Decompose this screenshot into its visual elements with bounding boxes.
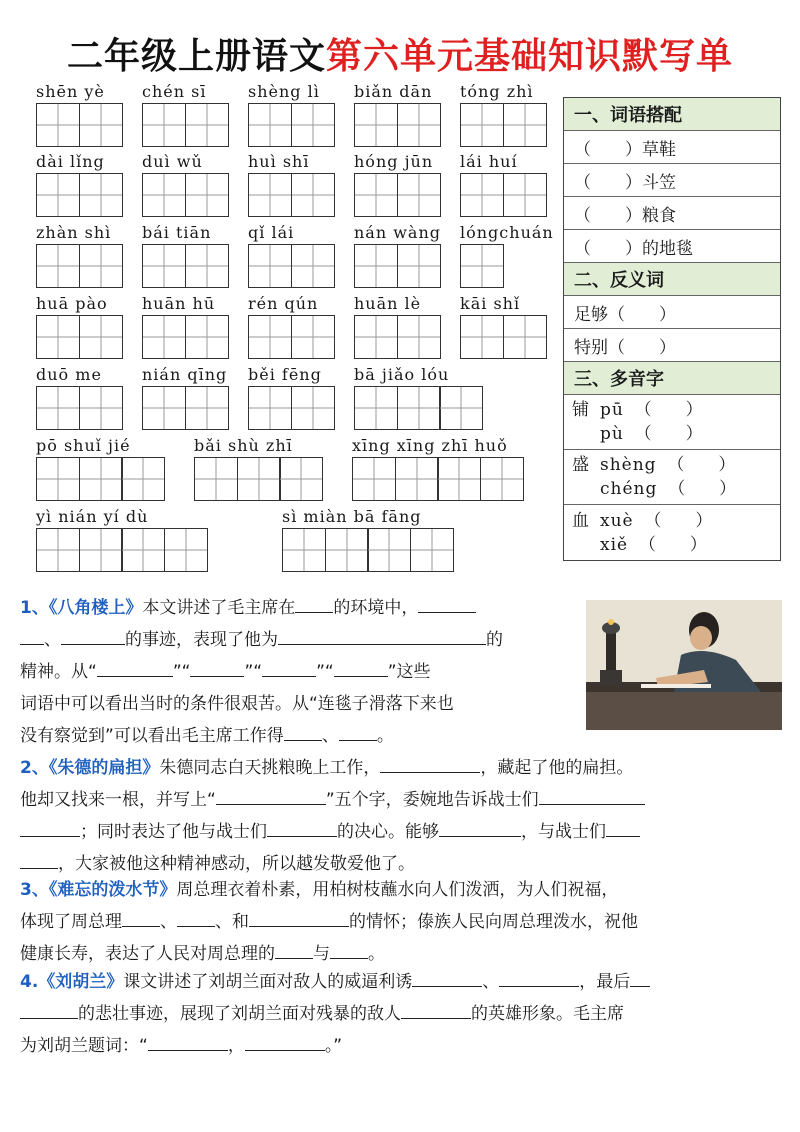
- answer-blank: [20, 818, 80, 837]
- question-number: 3、: [20, 880, 49, 900]
- writing-cell[interactable]: [142, 103, 186, 147]
- lesson-illustration: [586, 600, 782, 730]
- writing-cell[interactable]: [291, 103, 335, 147]
- collocation-item: （ ）的地毯: [564, 230, 780, 263]
- reading: pū: [600, 400, 624, 420]
- q2-text: ，大家被他这种精神感动，所以越发敬爱他了。: [58, 854, 415, 874]
- q4-text: 。”: [324, 1036, 343, 1056]
- answer-blank: [20, 850, 58, 869]
- answer-blank: [190, 658, 244, 677]
- writing-cell[interactable]: [248, 386, 292, 430]
- writing-cell[interactable]: [36, 315, 80, 359]
- answer-blank: （ ）: [667, 455, 736, 475]
- q4-text: ，最后: [579, 972, 631, 992]
- section-heading: 一、词语搭配: [564, 98, 780, 131]
- writing-cell[interactable]: [185, 386, 229, 430]
- q4-text: ，: [227, 1036, 245, 1056]
- writing-cell[interactable]: [142, 173, 186, 217]
- writing-cell[interactable]: [185, 315, 229, 359]
- writing-cell[interactable]: [354, 315, 398, 359]
- writing-cell[interactable]: [282, 528, 326, 572]
- q3-text: 体现了周总理: [20, 912, 122, 932]
- q1-text: 的事迹，表现了他为: [125, 630, 278, 650]
- pinyin-row: pō shuǐ jié bǎi shù zhī xīng xīng zhī huǒ: [36, 436, 556, 498]
- question-number: 1、: [20, 598, 49, 618]
- reading: shèng: [600, 455, 657, 475]
- writing-cell[interactable]: [142, 244, 186, 288]
- lesson-title: 《朱德的扁担》: [48, 758, 160, 778]
- writing-cell[interactable]: [79, 528, 123, 572]
- q4-text: 为刘胡兰题词：“: [20, 1036, 148, 1056]
- q3-text: 的情怀；傣族人民向周总理泼水，祝他: [349, 912, 638, 932]
- writing-cell[interactable]: [248, 244, 292, 288]
- polyphone-item: [564, 395, 780, 450]
- answer-blank: [267, 818, 337, 837]
- writing-cell[interactable]: [354, 386, 398, 430]
- writing-cell[interactable]: [291, 244, 335, 288]
- answer-blank: [284, 722, 322, 741]
- q1-text: 。: [376, 726, 394, 746]
- q1-text: 词语中可以看出当时的条件很艰苦。从: [20, 694, 309, 714]
- answer-blank: [295, 594, 333, 613]
- writing-cell[interactable]: [460, 173, 504, 217]
- pinyin-row: huā pào huān hū rén qún huān lè kāi shǐ: [36, 294, 556, 356]
- answer-blank: （ ）: [668, 479, 737, 499]
- answer-blank: （ ）: [644, 510, 713, 531]
- question-number: 2、: [20, 758, 49, 778]
- writing-cell[interactable]: [439, 386, 483, 430]
- answer-blank: [275, 940, 313, 959]
- question-1: 1、《八角楼上》本文讲述了毛主席在 的环境中， 、 的事迹，表现了他为 的 精神。从“ ”“ ”“ ”“ ”这些 词语中可以看出当时的条件很艰苦。从“连毯子滑落下来也 没有察觉到”可以看出毛主席工作得 、 。: [20, 592, 503, 752]
- writing-cell[interactable]: [36, 386, 80, 430]
- pinyin-row: duō me nián qīng běi fēng bā jiǎo lóu: [36, 365, 556, 427]
- answer-blank: [97, 658, 173, 677]
- q1-text: 、: [321, 726, 339, 746]
- q1-text: 没有察觉到”: [20, 726, 114, 746]
- question-number: 4.: [20, 972, 39, 992]
- writing-cell[interactable]: [291, 315, 335, 359]
- illustration-art: [586, 600, 782, 730]
- q2-text: 的决心。能够: [337, 822, 439, 842]
- writing-cell[interactable]: [79, 315, 123, 359]
- answer-blank: [278, 626, 486, 645]
- writing-cell[interactable]: [36, 528, 80, 572]
- writing-cell[interactable]: [79, 244, 123, 288]
- antonym-item: 特别（ ）: [564, 329, 780, 362]
- q2-text: 朱德同志白天挑粮晚上工作，: [159, 758, 381, 778]
- answer-blank: [418, 594, 476, 613]
- writing-cell[interactable]: [248, 173, 292, 217]
- pinyin-row: shēn yè chén sī shèng lì biǎn dān tóng zhì: [36, 82, 556, 144]
- writing-cell[interactable]: [460, 315, 504, 359]
- writing-cell[interactable]: [503, 315, 547, 359]
- writing-cell[interactable]: [460, 244, 504, 288]
- q2-text: 他却又找来一根，并写上: [20, 790, 207, 810]
- answer-blank: [630, 968, 650, 987]
- q4-text: 的英雄形象。毛主席: [471, 1004, 624, 1024]
- reading: xiě: [600, 534, 629, 555]
- writing-cell[interactable]: [354, 244, 398, 288]
- side-table: [563, 97, 781, 561]
- lesson-title: 《八角楼上》: [48, 598, 143, 618]
- writing-cell[interactable]: [164, 528, 208, 572]
- q2-text: ，与战士们: [521, 822, 606, 842]
- writing-cell[interactable]: [395, 457, 439, 501]
- writing-cell[interactable]: [194, 457, 238, 501]
- q2-text: ，藏起了他的扁担。: [480, 758, 634, 778]
- q4-text: 、: [482, 972, 500, 992]
- answer-blank: [539, 786, 645, 805]
- q1-text: 的: [486, 630, 503, 650]
- collocation-item: （ ）斗笠: [564, 164, 780, 197]
- polyphone-char: 血: [572, 510, 589, 531]
- pinyin-row: dài lǐng duì wǔ huì shī hóng jūn lái huí: [36, 152, 556, 214]
- answer-blank: [412, 968, 482, 987]
- lesson-title: 《难忘的泼水节》: [48, 880, 177, 900]
- question-2: 2、《朱德的扁担》朱德同志白天挑粮晚上工作， ，藏起了他的扁担。 他却又找来一根，并写上“ ”五个字，委婉地告诉战士们 ；同时表达了他与战士们 的决心。能够 ，与战士们 ，大家被他这种精神感动，所以越发敬爱他了。: [20, 752, 645, 880]
- title-part-grade: 二年级上册语文: [66, 36, 326, 77]
- writing-cell[interactable]: [480, 457, 524, 501]
- writing-cell[interactable]: [79, 103, 123, 147]
- q3-text: 周总理衣着朴素，用柏树枝蘸水向人们泼洒，为人们祝福，: [176, 880, 619, 900]
- q2-text: ；同时表达了他与战士们: [80, 822, 267, 842]
- writing-cell[interactable]: [36, 457, 80, 501]
- section-heading: 二、反义词: [564, 263, 780, 296]
- answer-blank: [20, 626, 44, 645]
- answer-blank: [20, 1000, 78, 1019]
- writing-cell[interactable]: [248, 103, 292, 147]
- writing-cell[interactable]: [367, 528, 411, 572]
- q3-text: 、和: [215, 912, 249, 932]
- q3-text: 。: [368, 944, 385, 964]
- writing-cell[interactable]: [279, 457, 323, 501]
- answer-blank: [339, 722, 377, 741]
- writing-cell[interactable]: [185, 173, 229, 217]
- writing-cell[interactable]: [185, 103, 229, 147]
- question-4: [20, 966, 650, 1062]
- page-title: [0, 28, 800, 79]
- writing-cell[interactable]: [79, 457, 123, 501]
- reading: xuè: [600, 510, 634, 531]
- writing-cell[interactable]: [36, 244, 80, 288]
- q1-text: “连毯子滑落下来也: [309, 694, 454, 714]
- polyphone-char: 铺: [572, 400, 589, 420]
- writing-cell[interactable]: [79, 173, 123, 217]
- q1-text: 精神。从: [20, 662, 88, 682]
- polyphone-item: [564, 450, 780, 505]
- writing-cell[interactable]: [354, 173, 398, 217]
- answer-blank: [380, 754, 480, 773]
- answer-blank: （ ）: [634, 400, 703, 420]
- writing-cell[interactable]: [325, 528, 369, 572]
- answer-blank: [61, 626, 125, 645]
- pinyin-row: yì nián yí dù sì miàn bā fāng: [36, 507, 556, 569]
- writing-cell[interactable]: [352, 457, 396, 501]
- polyphone-item: [564, 505, 780, 560]
- writing-cell[interactable]: [437, 457, 481, 501]
- collocation-item: （ ）草鞋: [564, 131, 780, 164]
- answer-blank: [148, 1032, 228, 1051]
- writing-cell[interactable]: [460, 103, 504, 147]
- answer-blank: [439, 818, 521, 837]
- writing-cell[interactable]: [354, 103, 398, 147]
- collocation-item: （ ）粮食: [564, 197, 780, 230]
- q3-text: 、: [160, 912, 177, 932]
- writing-cell[interactable]: [397, 103, 441, 147]
- q2-text: 五个字，委婉地告诉战士们: [334, 790, 539, 810]
- q3-text: 健康长寿，表达了人民对周总理的: [20, 944, 275, 964]
- writing-cell[interactable]: [291, 173, 335, 217]
- answer-blank: [401, 1000, 471, 1019]
- title-part-unit: 第六单元基础知识默写单: [326, 36, 734, 77]
- answer-blank: [177, 908, 215, 927]
- writing-cell[interactable]: [410, 528, 454, 572]
- q1-text: 可以看出毛主席工作得: [113, 726, 284, 746]
- answer-blank: [122, 908, 160, 927]
- q1-text: 的环境中，: [333, 598, 419, 618]
- antonym-item: 足够（ ）: [564, 296, 780, 329]
- reading: chéng: [600, 479, 658, 499]
- writing-cell[interactable]: [397, 386, 441, 430]
- writing-cell[interactable]: [503, 103, 547, 147]
- answer-blank: [245, 1032, 325, 1051]
- writing-cell[interactable]: [237, 457, 281, 501]
- answer-blank: （ ）: [638, 534, 707, 555]
- reading: pù: [600, 424, 624, 444]
- q1-text: 、: [44, 630, 61, 650]
- writing-cell[interactable]: [121, 457, 165, 501]
- lesson-title: 《刘胡兰》: [38, 972, 124, 992]
- writing-cell[interactable]: [503, 173, 547, 217]
- answer-blank: [262, 658, 316, 677]
- pinyin-row: zhàn shì bái tiān qǐ lái nán wàng lóngchuán: [36, 223, 556, 285]
- writing-cell[interactable]: [397, 173, 441, 217]
- polyphone-char: 盛: [572, 455, 589, 475]
- writing-cell[interactable]: [142, 386, 186, 430]
- writing-cell[interactable]: [291, 386, 335, 430]
- answer-blank: [249, 908, 349, 927]
- q4-text: 的悲壮事迹，展现了刘胡兰面对残暴的敌人: [78, 1004, 401, 1024]
- q1-text: 这些: [396, 662, 431, 682]
- answer-blank: [606, 818, 640, 837]
- answer-blank: [334, 658, 388, 677]
- question-3: [20, 874, 638, 970]
- answer-blank: [330, 940, 368, 959]
- writing-cell[interactable]: [79, 386, 123, 430]
- q3-text: 与: [313, 944, 330, 964]
- answer-blank: （ ）: [634, 424, 703, 444]
- writing-cell[interactable]: [36, 103, 80, 147]
- writing-cell[interactable]: [142, 315, 186, 359]
- writing-cell[interactable]: [185, 244, 229, 288]
- writing-cell[interactable]: [397, 244, 441, 288]
- answer-blank: [216, 786, 326, 805]
- q4-text: 课文讲述了刘胡兰面对敌人的威逼利诱: [123, 972, 413, 992]
- writing-cell[interactable]: [397, 315, 441, 359]
- writing-cell[interactable]: [36, 173, 80, 217]
- answer-blank: [499, 968, 579, 987]
- writing-cell[interactable]: [248, 315, 292, 359]
- q1-text: 本文讲述了毛主席在: [142, 598, 296, 618]
- section-heading: 三、多音字: [564, 362, 780, 395]
- writing-cell[interactable]: [121, 528, 165, 572]
